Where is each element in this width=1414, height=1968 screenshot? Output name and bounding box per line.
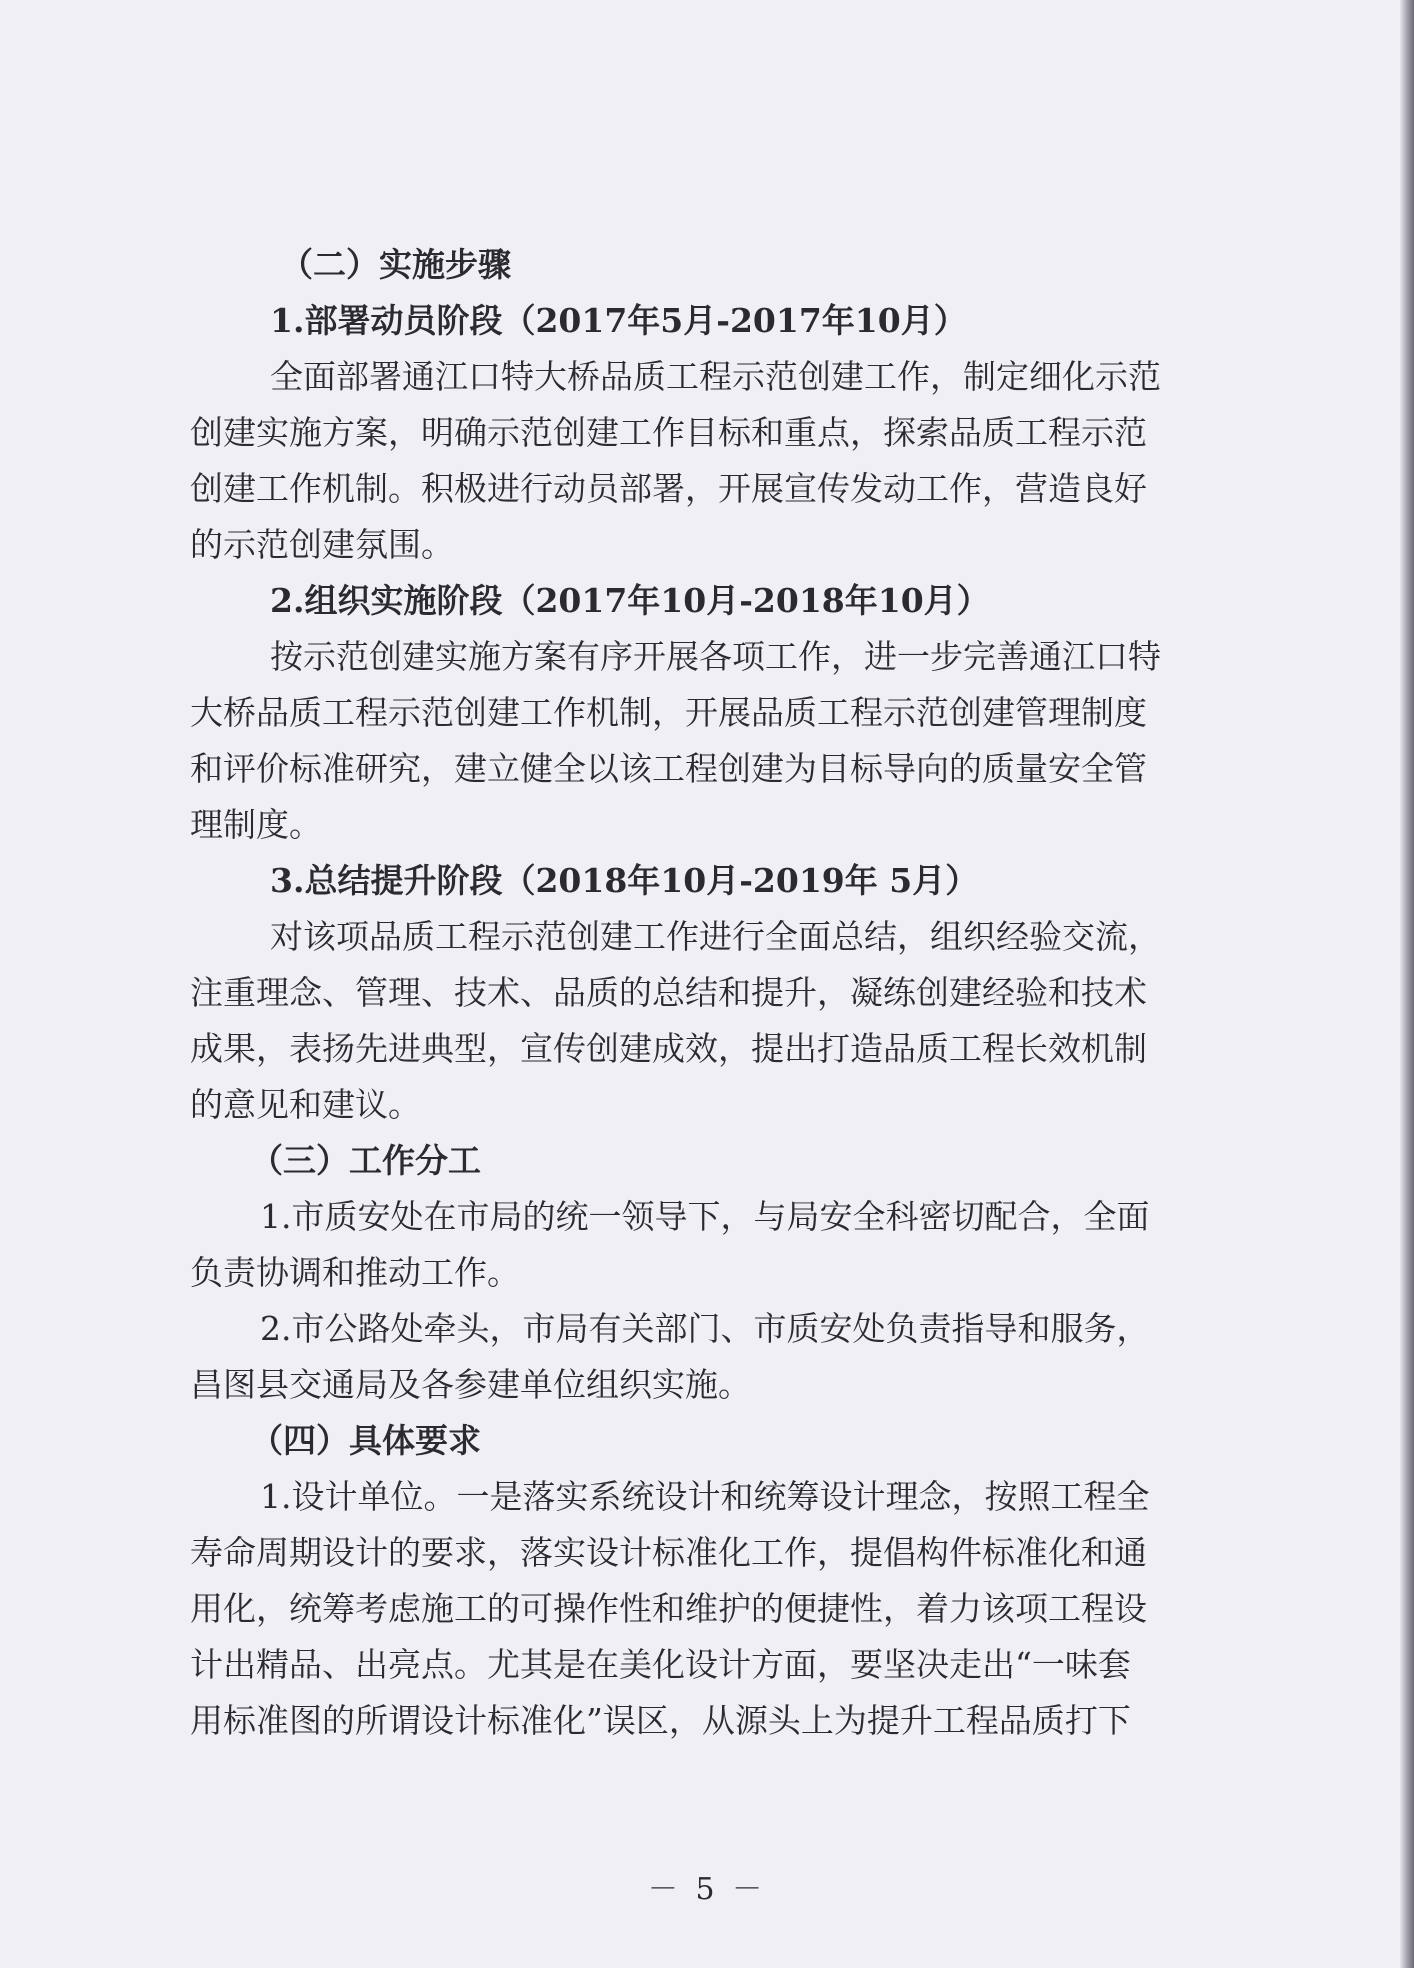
paragraph-line: 的意见和建议。 bbox=[190, 1085, 421, 1124]
paragraph-line: 按示范创建实施方案有序开展各项工作，进一步完善通江口特 bbox=[270, 637, 1161, 676]
paragraph-line: 对该项品质工程示范创建工作进行全面总结，组织经验交流， bbox=[270, 917, 1161, 956]
paragraph-line: 寿命周期设计的要求，落实设计标准化工作，提倡构件标准化和通 bbox=[190, 1533, 1147, 1572]
paragraph-line: 成果，表扬先进典型，宣传创建成效，提出打造品质工程长效机制 bbox=[190, 1029, 1147, 1068]
subheading-2-3: 3.总结提升阶段（2018年10月-2019年 5月） bbox=[270, 861, 979, 900]
section-heading-3: （三）工作分工 bbox=[250, 1141, 481, 1180]
page-number: － 5 － bbox=[647, 1872, 767, 1907]
paragraph-line: 大桥品质工程示范创建工作机制，开展品质工程示范创建管理制度 bbox=[190, 693, 1147, 732]
paragraph-line: 2.市公路处牵头，市局有关部门、市质安处负责指导和服务， bbox=[260, 1309, 1150, 1348]
paragraph-line: 和评价标准研究，建立健全以该工程创建为目标导向的质量安全管 bbox=[190, 749, 1147, 788]
paragraph-line: 1.设计单位。一是落实系统设计和统筹设计理念，按照工程全 bbox=[260, 1477, 1150, 1516]
section-heading-4: （四）具体要求 bbox=[250, 1421, 481, 1460]
paragraph-line: 注重理念、管理、技术、品质的总结和提升，凝练创建经验和技术 bbox=[190, 973, 1147, 1012]
scan-edge-shadow bbox=[1400, 0, 1414, 1968]
paragraph-line: 昌图县交通局及各参建单位组织实施。 bbox=[190, 1365, 751, 1404]
section-heading-2: （二）实施步骤 bbox=[280, 245, 511, 284]
paragraph-line: 创建实施方案，明确示范创建工作目标和重点，探索品质工程示范 bbox=[190, 413, 1147, 452]
paragraph-line: 理制度。 bbox=[190, 805, 322, 844]
paragraph-line: 计出精品、出亮点。尤其是在美化设计方面，要坚决走出“一味套 bbox=[190, 1645, 1131, 1684]
paragraph-line: 负责协调和推动工作。 bbox=[190, 1253, 520, 1292]
paragraph-line: 全面部署通江口特大桥品质工程示范创建工作，制定细化示范 bbox=[270, 357, 1161, 396]
subheading-2-1: 1.部署动员阶段（2017年5月-2017年10月） bbox=[270, 301, 967, 340]
paragraph-line: 用化，统筹考虑施工的可操作性和维护的便捷性，着力该项工程设 bbox=[190, 1589, 1147, 1628]
paragraph-line: 创建工作机制。积极进行动员部署，开展宣传发动工作，营造良好 bbox=[190, 469, 1147, 508]
paragraph-line: 1.市质安处在市局的统一领导下，与局安全科密切配合，全面 bbox=[260, 1197, 1150, 1236]
paragraph-line: 用标准图的所谓设计标准化”误区，从源头上为提升工程品质打下 bbox=[190, 1701, 1131, 1740]
subheading-2-2: 2.组织实施阶段（2017年10月-2018年10月） bbox=[270, 581, 990, 620]
paragraph-line: 的示范创建氛围。 bbox=[190, 525, 454, 564]
